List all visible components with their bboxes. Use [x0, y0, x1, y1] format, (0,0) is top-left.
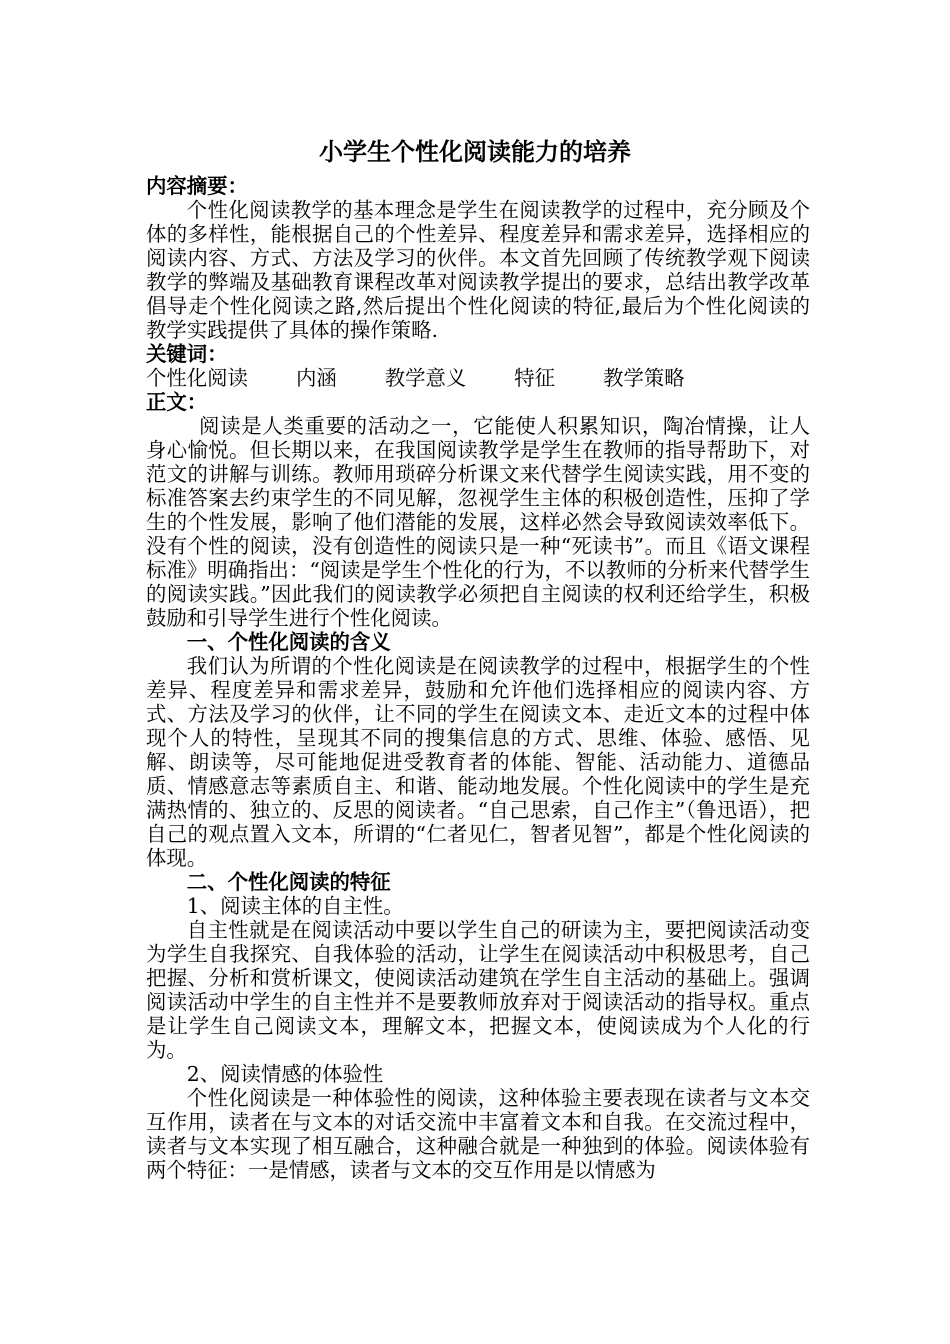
section-paragraph: 自主性就是在阅读活动中要以学生自己的研读为主，要把阅读活动变为学生自我探究、自我体验的活动，让学生在阅读活动中积极思考，自己把握、分析和赏析课文，使阅读活动建筑在学生自主活动的基础上。强调阅读活动中学生的自主性并不是要教师放弃对于阅读活动的指导权。重点是让学生自己阅读文本，理解文本，把握文本，使阅读成为个人化的行为。	[146, 918, 810, 1062]
page-title: 小学生个性化阅读能力的培养	[319, 138, 631, 166]
section-heading: 一、个性化阅读的含义	[186, 630, 391, 654]
keyword: 内涵	[295, 366, 337, 390]
abstract-label: 内容摘要：	[146, 174, 248, 198]
subsection-title: 1、阅读主体的自主性。	[186, 894, 404, 918]
keyword: 教学策略	[603, 366, 685, 390]
document-body	[146, 174, 810, 1182]
abstract-text: 个性化阅读教学的基本理念是学生在阅读教学的过程中，充分顾及个体的多样性，能根据自己的个性差异、程度差异和需求差异，选择相应的阅读内容、方式、方法及学习的伙伴。本文首先回顾了传统教学观下阅读教学的弊端及基础教育课程改革对阅读教学提出的要求，总结出教学改革倡导走个性化阅读之路,然后提出个性化阅读的特征,最后为个性化阅读的教学实践提供了具体的操作策略.	[146, 198, 810, 342]
keyword: 教学意义	[384, 366, 467, 390]
keywords-label: 关键词：	[146, 342, 228, 366]
section-paragraph: 个性化阅读是一种体验性的阅读，这种体验主要表现在读者与文本交互作用，读者在与文本的对话交流中丰富着文本和自我。在交流过程中，读者与文本实现了相互融合，这种融合就是一种独到的体验。阅读体验有两个特征：一是情感，读者与文本的交互作用是以情感为	[146, 1086, 810, 1182]
body-label: 正文：	[146, 390, 208, 414]
intro-paragraph: 阅读是人类重要的活动之一，它能使人积累知识，陶冶情操，让人身心愉悦。但长期以来，在我国阅读教学是学生在教师的指导帮助下，对范文的讲解与训练。教师用琐碎分析课文来代替学生阅读实践，用不变的标准答案去约束学生的不同见解，忽视学生主体的积极创造性，压抑了学生的个性发展，影响了他们潜能的发展，这样必然会导致阅读效率低下。没有个性的阅读，没有创造性的阅读只是一种“死读书”。而且《语文课程标准》明确指出：“阅读是学生个性化的行为，不以教师的分析来代替学生的阅读实践。”因此我们的阅读教学必须把自主阅读的权利还给学生，积极鼓励和引导学生进行个性化阅读。	[146, 414, 810, 630]
keywords-list	[146, 366, 810, 390]
section-heading: 二、个性化阅读的特征	[186, 870, 391, 894]
keyword: 个性化阅读	[146, 366, 248, 390]
keyword: 特征	[514, 366, 556, 390]
subsection-title: 2、阅读情感的体验性	[186, 1062, 384, 1086]
section-paragraph: 我们认为所谓的个性化阅读是在阅读教学的过程中，根据学生的个性差异、程度差异和需求差异，鼓励和允许他们选择相应的阅读内容、方式、方法及学习的伙伴，让不同的学生在阅读文本、走近文本的过程中体现个人的特性，呈现其不同的搜集信息的方式、思维、体验、感悟、见解、朗读等，尽可能地促进受教育者的体能、智能、活动能力、道德品质、情感意志等素质自主、和谐、能动地发展。个性化阅读中的学生是充满热情的、独立的、反思的阅读者。“自己思索，自己作主”（鲁迅语），把自己的观点置入文本，所谓的“仁者见仁，智者见智”，都是个性化阅读的体现。	[146, 654, 810, 870]
